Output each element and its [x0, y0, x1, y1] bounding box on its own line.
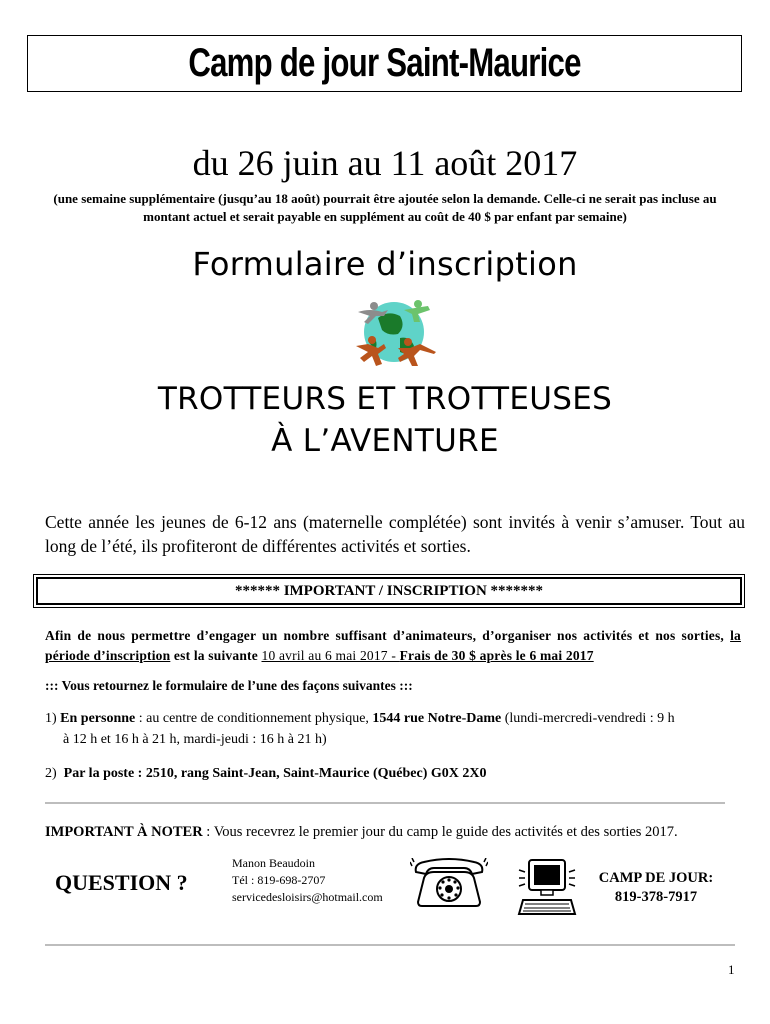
registration-intro: Afin de nous permettre d’engager un nombre suffisant d’animateurs, d’organiser nos activités et nos sorties, [45, 628, 731, 643]
note-label: IMPORTANT À NOTER [45, 824, 203, 840]
page-title: Camp de jour Saint-Maurice [188, 41, 581, 85]
camp-phone: 819-378-7917 [614, 889, 698, 905]
registration-middle: est la suivante [170, 648, 262, 663]
question-label: QUESTION ? [55, 870, 188, 895]
divider [45, 802, 725, 804]
method-label: Par la poste : 2510, rang Saint-Jean, Saint-Maurice (Québec) G0X 2X0 [63, 766, 487, 781]
method-text: : au centre de conditionnement physique, [135, 711, 373, 726]
page-number: 1 [728, 962, 735, 977]
late-fee: Frais de 30 $ après le 6 mai 2017 [399, 648, 594, 663]
camp-label: CAMP DE JOUR: [598, 870, 714, 886]
contact-name: Manon Beaudoin [232, 856, 315, 870]
program-name-line1: TROTTEURS ET TROTTEUSES [157, 381, 613, 417]
important-banner-text: ****** IMPORTANT / INSCRIPTION ******* [36, 577, 742, 605]
telephone-icon [410, 858, 488, 910]
program-name-line2: À L’AVENTURE [271, 423, 499, 459]
computer-icon [515, 856, 579, 918]
method-hours-continued: à 12 h et 16 h à 21 h, mardi-jeudi : 16 h à 21 h) [63, 732, 327, 747]
method-number: 2) [45, 766, 57, 781]
registration-paragraph [45, 626, 741, 666]
contact-phone: Tél : 819-698-2707 [232, 873, 326, 887]
program-name [0, 378, 770, 462]
method-number: 1) [45, 711, 57, 726]
note-text: : Vous recevrez le premier jour du camp le guide des activités et des sorties 2017. [202, 824, 678, 840]
important-banner [33, 574, 745, 608]
intro-paragraph: Cette année les jeunes de 6-12 ans (maternelle complétée) sont invités à venir s’amuser. Tout au long de l’été, ils profiteront de différentes activités et sorties. [45, 512, 745, 556]
divider [45, 944, 735, 946]
method-address: 1544 rue Notre-Dame [372, 711, 502, 726]
important-note [45, 822, 678, 842]
method-label: En personne [60, 711, 136, 726]
registration-period-label: la période d’inscription [45, 628, 741, 663]
method-in-person [45, 708, 745, 750]
kids-globe-logo-icon [348, 296, 440, 368]
camp-dates: du 26 juin au 11 août 2017 [192, 143, 578, 183]
return-heading: ::: Vous retournez le formulaire de l’une des façons suivantes ::: [45, 678, 413, 693]
method-hours: (lundi-mercredi-vendredi : 9 h [501, 711, 675, 726]
contact-email: servicedesloisirs@hotmail.com [232, 890, 383, 904]
title-box [27, 35, 742, 92]
method-mail [45, 764, 487, 784]
form-title: Formulaire d’inscription [192, 245, 578, 283]
supplement-note: (une semaine supplémentaire (jusqu’au 18 août) pourrait être ajoutée selon la demande. Celle-ci ne serait pas incluse au montant actuel et serait payable en supplément au coût de 40 $ par enfant par semaine) [53, 191, 717, 224]
camp-contact [586, 869, 726, 907]
registration-dates: 10 avril au 6 mai 2017 - [261, 648, 400, 663]
contact-block [232, 855, 383, 906]
